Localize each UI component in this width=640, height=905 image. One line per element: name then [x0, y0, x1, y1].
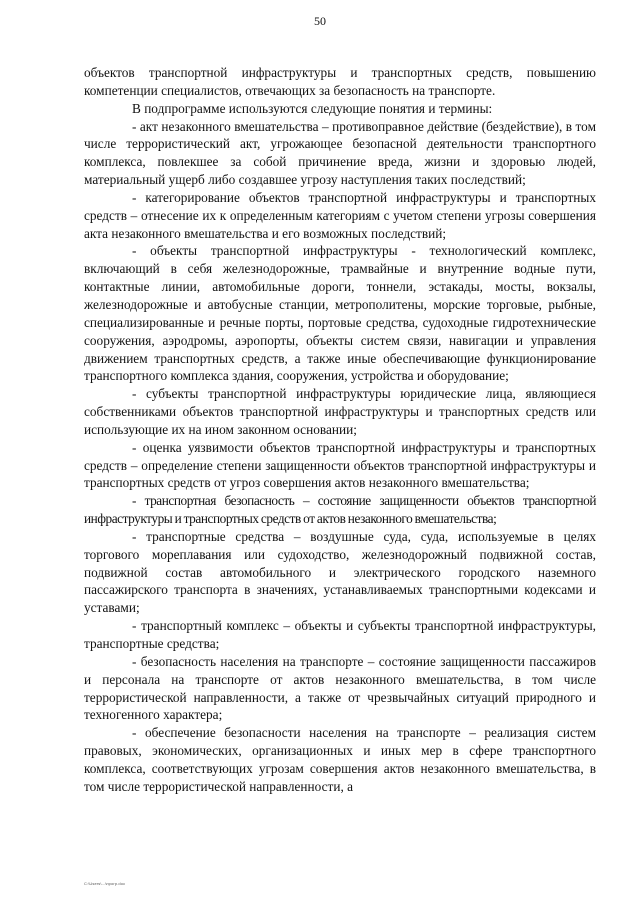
paragraph-term-infrastructure-objects: - объекты транспортной инфраструктуры - технологический комплекс, включающий в себя железнодорожные, трамвайные и внутренние водные пути, контактные линии, автомобильные дороги, тоннели, эстакады, мосты, вокзалы, железнодорожные и автобусные станции, метрополитены, морские торговые, рыбные, специализированные и речные порты, портовые средства, судоходные гидротехнические сооружения, аэродромы, аэропорты, объекты систем связи, навигации и управления движением транспортных средств, а также иные обеспечивающие функционирование транспортного комплекса здания, сооружения, устройства и оборудование;: [84, 243, 596, 384]
footer-file-path: C:\Users\...\прогр.doc: [84, 881, 126, 886]
paragraph-term-infrastructure-subjects: - субъекты транспортной инфраструктуры юридические лица, являющиеся собственниками объектов транспортной инфраструктуры и транспортных средств или использующие их на ином законном основании;: [84, 386, 596, 437]
paragraph-term-safety-provision: - обеспечение безопасности населения на транспорте – реализация систем правовых, экономических, организационных и иных мер в сфере транспортного комплекса, соответствующих угрозам совершения актов незаконного вмешательства, в том числе террористической направленности, а: [84, 725, 596, 794]
paragraph-term-transport-complex: - транспортный комплекс – объекты и субъекты транспортной инфраструктуры, транспортные средства;: [84, 618, 596, 651]
paragraph-continuation: объектов транспортной инфраструктуры и транспортных средств, повышению компетенции специалистов, отвечающих за безопасность на транспорте.: [84, 65, 596, 98]
paragraph-term-categorization: - категорирование объектов транспортной инфраструктуры и транспортных средств – отнесение их к определенным категориям с учетом степени угрозы совершения акта незаконного вмешательства и его возможных последствий;: [84, 189, 596, 241]
paragraph-terms-intro: В подпрограмме используются следующие понятия и термины:: [132, 100, 493, 116]
document-body: [84, 64, 596, 796]
page-number: 50: [314, 14, 326, 28]
paragraph-term-vehicles: - транспортные средства – воздушные суда, суда, используемые в целях торгового мореплавания или судоходство, железнодорожный подвижной состав, подвижной состав автомобильного и электрического городского наземного пассажирского транспорта в значениях, устанавливаемых транспортными кодексами и уставами;: [84, 528, 596, 616]
paragraph-term-unlawful-interference: - акт незаконного вмешательства – противоправное действие (бездействие), в том числе террористический акт, угрожающее безопасной деятельности транспортного комплекса, повлекшее за собой причинение вреда, жизни и здоровью людей, материальный ущерб либо создавшее угрозу наступления таких последствий;: [84, 118, 596, 188]
paragraph-term-transport-security: - транспортная безопасность – состояние защищенности объектов транспортной инфраструктуры и транспортных средств от актов незаконного вмешательства;: [84, 493, 596, 527]
paragraph-term-vulnerability-assessment: - оценка уязвимости объектов транспортной инфраструктуры и транспортных средств – определение степени защищенности объектов транспортной инфраструктуры и транспортных средств от угроз совершения актов незаконного вмешательства;: [84, 439, 596, 491]
paragraph-term-population-safety: - безопасность населения на транспорте – состояние защищенности пассажиров и персонала на транспорте от актов незаконного вмешательства, в том числе террористической направленности, а также от чрезвычайных ситуаций природного и техногенного характера;: [84, 653, 596, 723]
